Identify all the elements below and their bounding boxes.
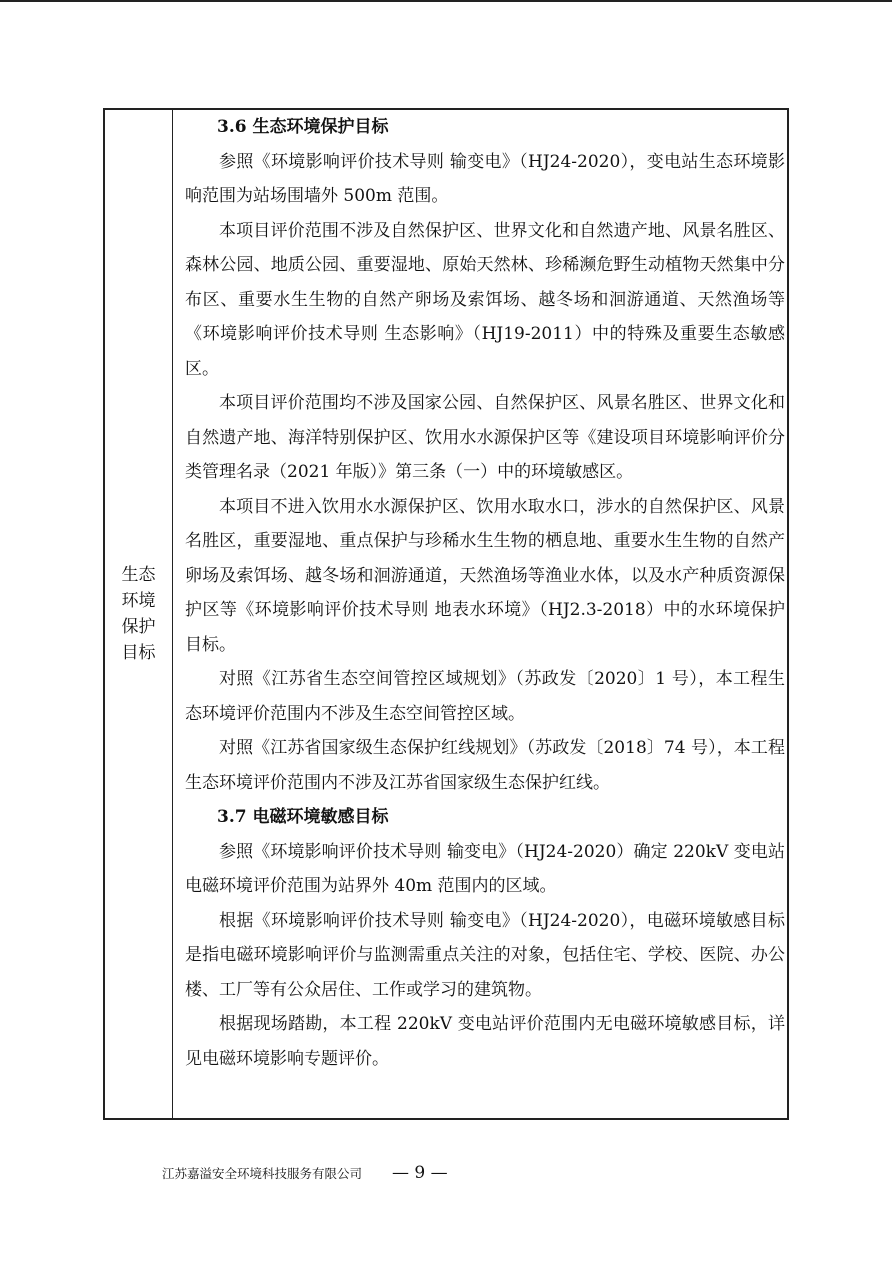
section-3-7-paragraph: 根据现场踏勘，本工程 220kV 变电站评价范围内无电磁环境敏感目标，详见电磁环境影响专题评价。: [185, 1014, 785, 1069]
section-3-7-heading: 3.7 电磁环境敏感目标: [217, 807, 389, 827]
section-3-6-paragraph: 本项目不进入饮用水水源保护区、饮用水取水口，涉水的自然保护区、风景名胜区，重要湿地、重点保护与珍稀水生生物的栖息地、重要水生生物的自然产卵场及索饵场、越冬场和洄游通道，天然渔场等渔业水体，以及水产种质资源保护区等《环境影响评价技术导则 地表水环境》（HJ2.3-2018）中的水环境保护目标。: [185, 496, 785, 655]
footer-company: 江苏嘉溢安全环境科技服务有限公司: [162, 1166, 363, 1181]
section-3-6-paragraph: 参照《环境影响评价技术导则 输变电》（HJ24-2020），变电站生态环境影响范围为站场围墙外 500m 范围。: [185, 151, 785, 206]
page-number: — 9 —: [392, 1163, 448, 1183]
section-3-7-paragraph: 根据《环境影响评价技术导则 输变电》（HJ24-2020），电磁环境敏感目标是指电磁环境影响评价与监测需重点关注的对象，包括住宅、学校、医院、办公楼、工厂等有公众居住、工作或学习的建筑物。: [185, 910, 785, 1000]
row-label: 生态环境保护目标: [121, 565, 156, 663]
section-3-7-paragraph: 参照《环境影响评价技术导则 输变电》（HJ24-2020）确定 220kV 变电站电磁环境评价范围为站界外 40m 范围内的区域。: [185, 841, 785, 896]
section-3-6-paragraph: 本项目评价范围均不涉及国家公园、自然保护区、风景名胜区、世界文化和自然遗产地、海洋特别保护区、饮用水水源保护区等《建设项目环境影响评价分类管理名录（2021 年版）》第三条（一）中的环境敏感区。: [185, 393, 785, 482]
column-divider: [172, 110, 173, 1118]
content-table: [103, 108, 789, 1120]
top-border-line: [0, 0, 892, 2]
content-cell: [185, 110, 785, 1076]
page-footer: [162, 1163, 762, 1183]
section-3-6-heading: 3.6 生态环境保护目标: [217, 117, 389, 137]
section-3-6-paragraph: 对照《江苏省生态空间管控区域规划》（苏政发〔2020〕1 号），本工程生态环境评价范围内不涉及生态空间管控区域。: [185, 669, 785, 724]
section-3-6-paragraph: 对照《江苏省国家级生态保护红线规划》（苏政发〔2018〕74 号），本工程生态环境评价范围内不涉及江苏省国家级生态保护红线。: [185, 738, 785, 793]
section-3-6-paragraph: 本项目评价范围不涉及自然保护区、世界文化和自然遗产地、风景名胜区、森林公园、地质公园、重要湿地、原始天然林、珍稀濒危野生动植物天然集中分布区、重要水生生物的自然产卵场及索饵场、越冬场和洄游通道、天然渔场等《环境影响评价技术导则 生态影响》（HJ19-2011）中的特殊及重要生态敏感区。: [185, 220, 785, 379]
row-label-cell: [105, 110, 172, 1118]
